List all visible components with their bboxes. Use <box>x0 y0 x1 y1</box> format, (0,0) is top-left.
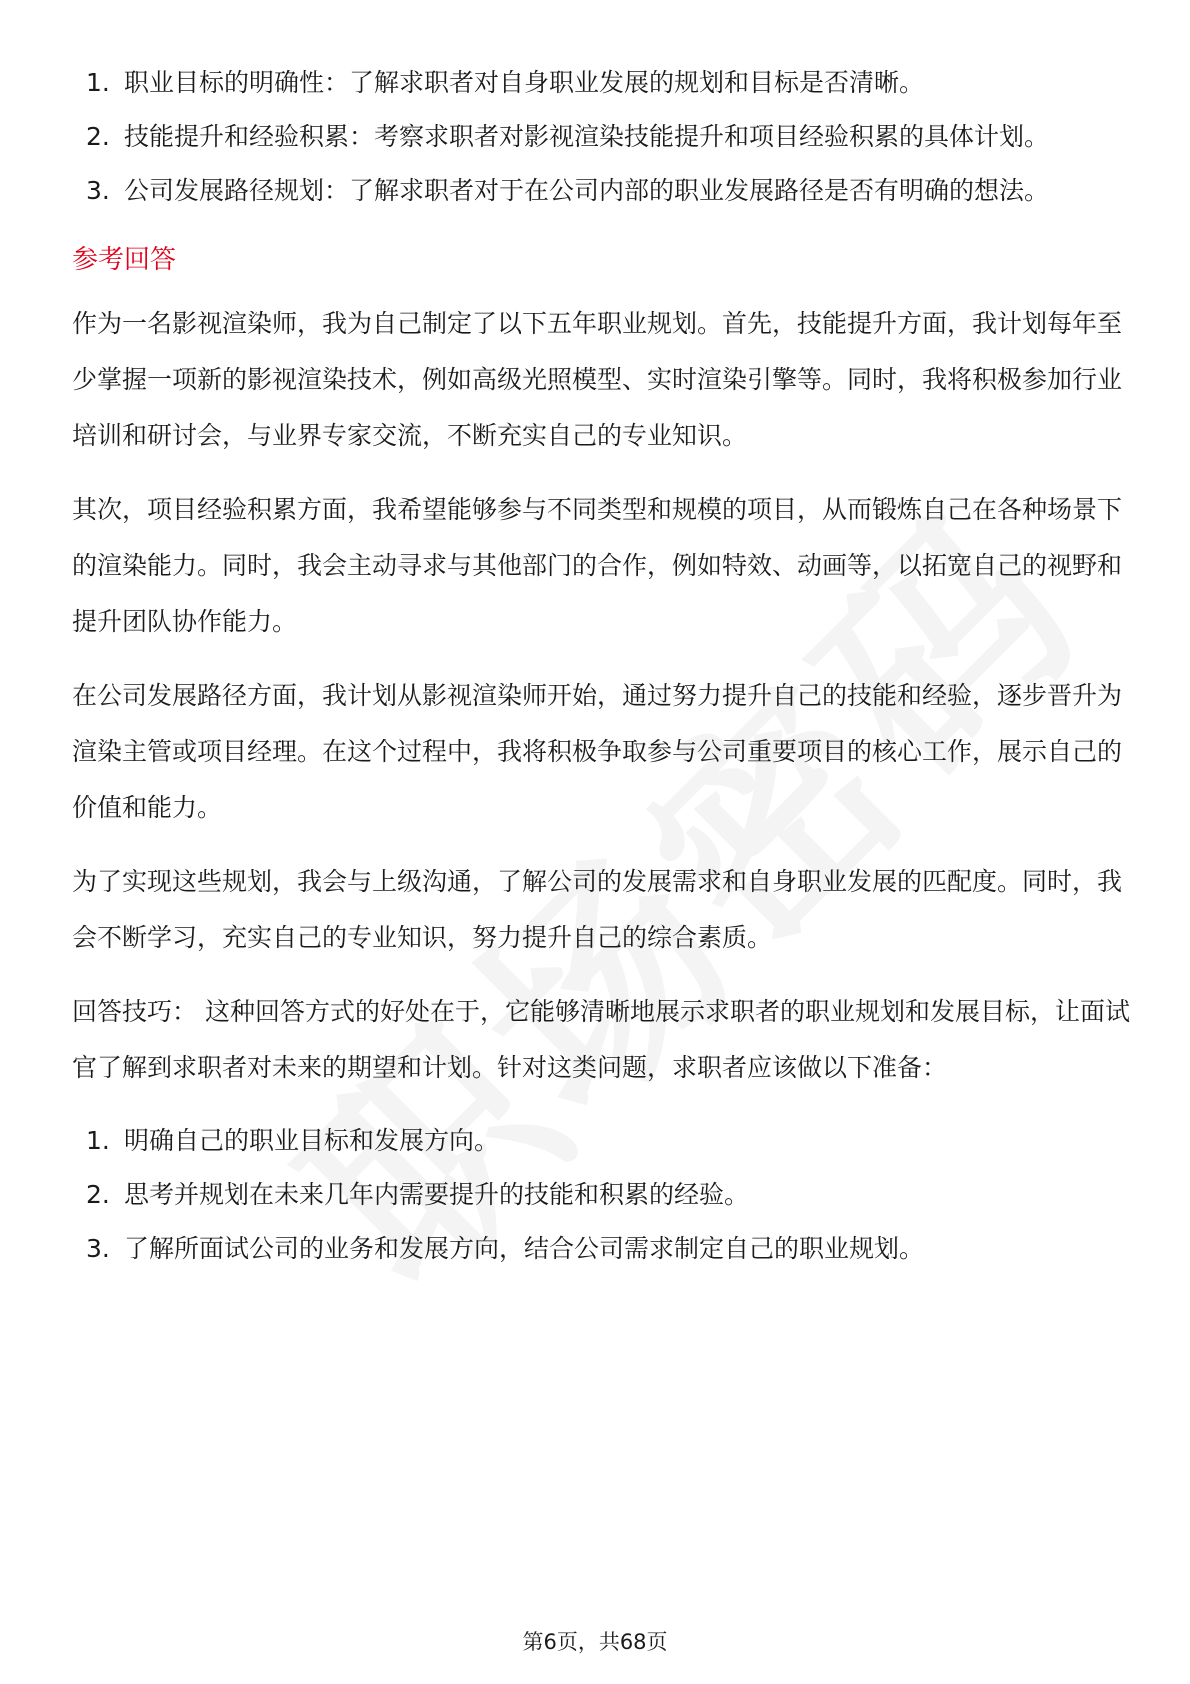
list-text: 思考并规划在未来几年内需要提升的技能和积累的经验。 <box>124 1180 750 1209</box>
list-text: 公司发展路径规划：了解求职者对于在公司内部的职业发展路径是否有明确的想法。 <box>124 176 1050 205</box>
document-body <box>72 56 1132 1276</box>
list-number: 2. <box>86 122 110 151</box>
page-number: 第6页，共68页 <box>522 1630 668 1654</box>
list-number: 1. <box>86 1126 110 1155</box>
section-title: 参考回答 <box>72 245 177 275</box>
list-item <box>72 1168 1132 1222</box>
list-text: 职业目标的明确性：了解求职者对自身职业发展的规划和目标是否清晰。 <box>124 68 925 97</box>
list-number: 2. <box>86 1180 110 1209</box>
preparation-list <box>72 1114 1132 1276</box>
paragraph: 为了实现这些规划，我会与上级沟通，了解公司的发展需求和自身职业发展的匹配度。同时，我会不断学习，充实自己的专业知识，努力提升自己的综合素质。 <box>72 867 1123 952</box>
list-text: 技能提升和经验积累：考察求职者对影视渲染技能提升和项目经验积累的具体计划。 <box>124 122 1050 151</box>
list-text: 明确自己的职业目标和发展方向。 <box>124 1126 500 1155</box>
paragraph: 回答技巧： 这种回答方式的好处在于，它能够清晰地展示求职者的职业规划和发展目标，让面试官了解到求职者对未来的期望和计划。针对这类问题，求职者应该做以下准备： <box>72 997 1130 1082</box>
criteria-list <box>72 56 1132 218</box>
list-item <box>72 1222 1132 1276</box>
list-number: 3. <box>86 1234 110 1263</box>
paragraph: 作为一名影视渲染师，我为自己制定了以下五年职业规划。首先，技能提升方面，我计划每年至少掌握一项新的影视渲染技术，例如高级光照模型、实时渲染引擎等。同时，我将积极参加行业培训和研讨会，与业界专家交流，不断充实自己的专业知识。 <box>72 309 1123 450</box>
paragraph: 在公司发展路径方面，我计划从影视渲染师开始，通过努力提升自己的技能和经验，逐步晋升为渲染主管或项目经理。在这个过程中，我将积极争取参与公司重要项目的核心工作，展示自己的价值和能力。 <box>72 681 1123 822</box>
list-number: 1. <box>86 68 110 97</box>
list-item <box>72 164 1132 218</box>
list-number: 3. <box>86 176 110 205</box>
list-item <box>72 56 1132 110</box>
list-item <box>72 1114 1132 1168</box>
paragraph: 其次，项目经验积累方面，我希望能够参与不同类型和规模的项目，从而锻炼自己在各种场景下的渲染能力。同时，我会主动寻求与其他部门的合作，例如特效、动画等，以拓宽自己的视野和提升团队协作能力。 <box>72 495 1123 636</box>
list-text: 了解所面试公司的业务和发展方向，结合公司需求制定自己的职业规划。 <box>124 1234 925 1263</box>
list-item <box>72 110 1132 164</box>
